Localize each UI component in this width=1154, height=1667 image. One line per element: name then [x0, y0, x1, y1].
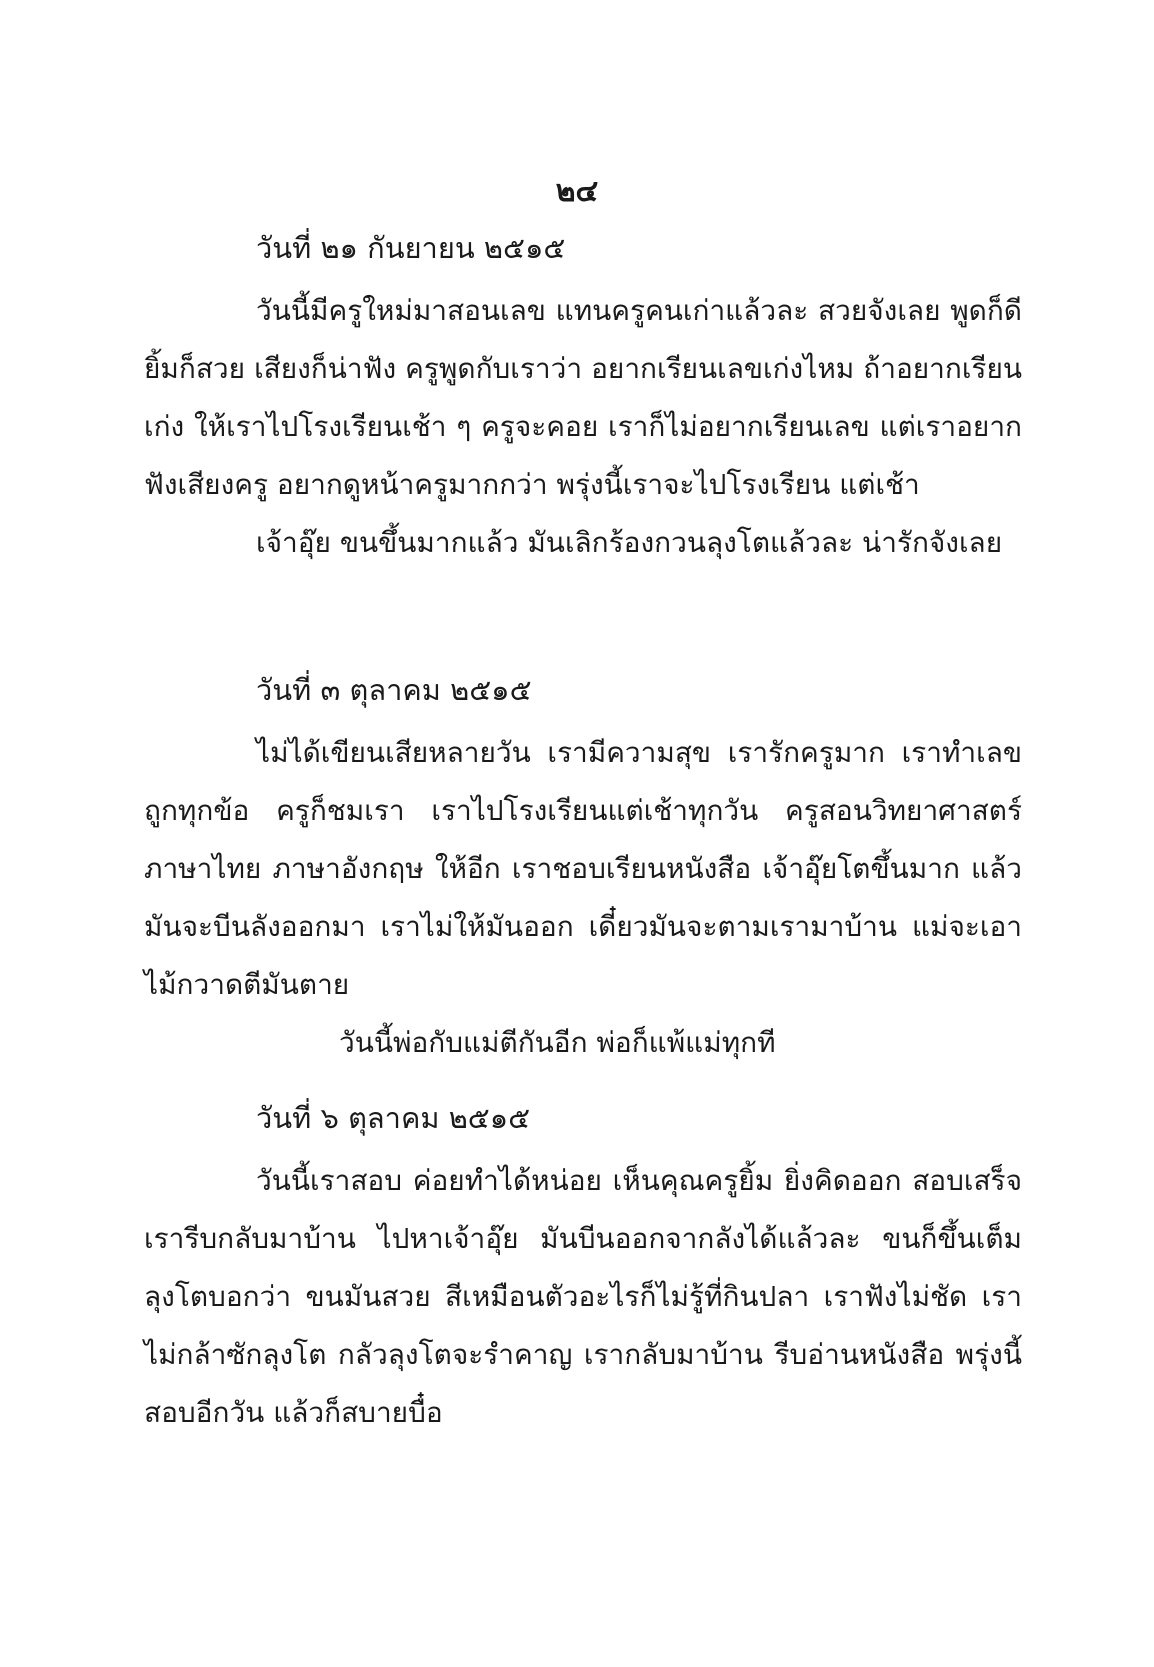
entry-date: วันที่ ๓ ตุลาคม ๒๕๑๕	[256, 673, 532, 707]
entry-date: วันที่ ๖ ตุลาคม ๒๕๑๕	[256, 1101, 531, 1135]
entry-paragraph: ไม่ได้เขียนเสียหลายวัน เรามีความสุข เรารักครูมาก เราทำเลข ถูกทุกข้อ ครูก็ชมเรา เราไปโรงเรียนแต่เช้าทุกวัน ครูสอนวิทยาศาสตร์ ภาษาไทย ภาษาอังกฤษ ให้อีก เราชอบเรียนหนังสือ เจ้าอุ๊ยโตขึ้นมาก แล้ว มันจะบีนลังออกมา เราไม่ให้มันออก เดี๋ยวมันจะตามเรามาบ้าน แม่จะเอาไม้กวาดตีมันตาย	[144, 736, 1022, 1001]
entry-paragraph: วันนี้พ่อกับแม่ตีกันอีก พ่อก็แพ้แม่ทุกที	[339, 1026, 776, 1059]
entry-date: วันที่ ๒๑ กันยายน ๒๕๑๕	[256, 231, 566, 265]
page-number: ๒๔	[555, 174, 599, 209]
diary-entry-3	[144, 1098, 1022, 1442]
diary-entry-1	[144, 228, 1022, 572]
diary-entry-2	[144, 670, 1022, 1072]
entry-paragraph: เจ้าอุ๊ย ขนขึ้นมากแล้ว มันเลิกร้องกวนลุงโตแล้วละ น่ารักจังเลย	[256, 526, 1003, 559]
entry-paragraph: วันนี้มีครูใหม่มาสอนเลข แทนครูคนเก่าแล้วละ สวยจังเลย พูดก็ดี ยิ้มก็สวย เสียงก็น่าฟัง ครูพูดกับเราว่า อยากเรียนเลขเก่งไหม ถ้าอยากเรียนเก่ง ให้เราไปโรงเรียนเช้า ๆ ครูจะคอย เราก็ไม่อยากเรียนเลข แต่เราอยากฟังเสียงครู อยากดูหน้าครูมากกว่า พรุ่งนี้เราจะไปโรงเรียน แต่เช้า	[144, 294, 1022, 501]
entry-paragraph: วันนี้เราสอบ ค่อยทำได้หน่อย เห็นคุณครูยิ้ม ยิ่งคิดออก สอบเสร็จเรารีบกลับมาบ้าน ไปหาเจ้าอุ๊ย มันบีนออกจากลังได้แล้วละ ขนก็ขึ้นเต็ม ลุงโตบอกว่า ขนมันสวย สีเหมือนตัวอะไรก็ไม่รู้ที่กินปลา เราฟังไม่ชัด เราไม่กล้าซักลุงโต กลัวลุงโตจะรำคาญ เรากลับมาบ้าน รีบอ่านหนังสือ พรุ่งนี้สอบอีกวัน แล้วก็สบายบื๋อ	[144, 1164, 1022, 1429]
